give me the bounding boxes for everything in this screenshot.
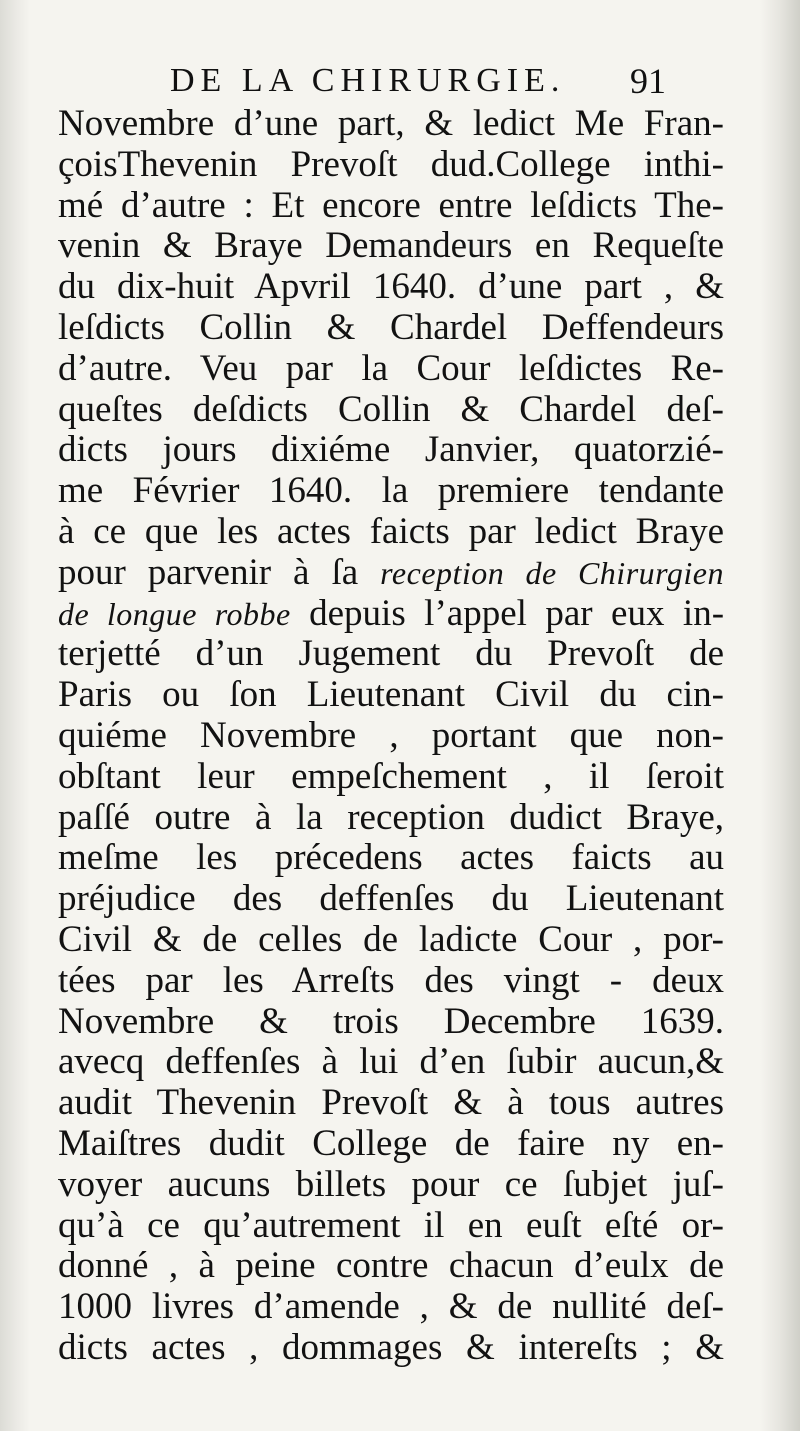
text-line: leſdicts Collin & Chardel Deffendeurs [58, 307, 724, 348]
italic-segment: reception de Chirurgien [380, 554, 724, 591]
text-line: donné , à peine contre chacun d’eulx de [58, 1246, 724, 1287]
text-line: d’autre. Veu par la Cour leſdictes Re- [58, 348, 724, 389]
page-gutter-shadow [0, 0, 30, 1431]
text-line: voyer aucuns billets pour ce ſubjet juſ- [58, 1164, 724, 1205]
text-segment: depuis l’appel par eux in- [290, 593, 724, 634]
text-line-mixed [58, 553, 724, 594]
text-line: Novembre & trois Decembre 1639. [58, 1001, 724, 1042]
page-number: 91 [630, 61, 666, 101]
text-line: queſtes deſdicts Collin & Chardel deſ- [58, 389, 724, 430]
text-line: 1000 livres d’amende , & de nullité deſ- [58, 1287, 724, 1328]
text-line: avecq deffenſes à lui d’en ſubir aucun,& [58, 1042, 724, 1083]
italic-segment: de longue robbe [58, 595, 291, 632]
text-line: du dix-huit Apvril 1640. d’une part , & [58, 267, 724, 308]
text-line: quiéme Novembre , portant que non- [58, 715, 724, 756]
text-line: çoisThevenin Prevoſt dud.College inthi- [58, 144, 724, 185]
text-line: mé d’autre : Et encore entre leſdicts The- [58, 185, 724, 226]
text-segment: pour parvenir à ſa [58, 552, 381, 593]
text-line: dicts actes , dommages & intereſts ; & [58, 1327, 724, 1368]
text-line: paſſé outre à la reception dudict Braye, [58, 797, 724, 838]
text-line: Maiſtres dudit College de faire ny en- [58, 1123, 724, 1164]
text-line: à ce que les actes faicts par ledict Braye [58, 511, 724, 552]
text-line: obſtant leur empeſchement , il ſeroit [58, 756, 724, 797]
text-line: Novembre d’une part, & ledict Me Fran- [58, 104, 724, 144]
text-line: audit Thevenin Prevoſt & à tous autres [58, 1083, 724, 1124]
body-text [58, 104, 724, 1369]
text-line: qu’à ce qu’autrement il en euſt eſté or- [58, 1205, 724, 1246]
text-line-mixed [58, 594, 724, 635]
text-line: Paris ou ſon Lieutenant Civil du cin- [58, 675, 724, 716]
text-line: tées par les Arreſts des vingt - deux [58, 960, 724, 1001]
text-line: Civil & de celles de ladicte Cour , por- [58, 919, 724, 960]
text-line: préjudice des deffenſes du Lieutenant [58, 879, 724, 920]
running-title: DE LA CHIRURGIE. [170, 62, 566, 99]
text-line: venin & Braye Demandeurs en Requeſte [58, 226, 724, 267]
text-line: me Février 1640. la premiere tendante [58, 471, 724, 512]
page-edge-shadow [760, 0, 800, 1431]
text-line: terjetté d’un Jugement du Prevoſt de [58, 634, 724, 675]
text-line: meſme les précedens actes faicts au [58, 838, 724, 879]
text-line: dicts jours dixiéme Janvier, quatorzié- [58, 430, 724, 471]
